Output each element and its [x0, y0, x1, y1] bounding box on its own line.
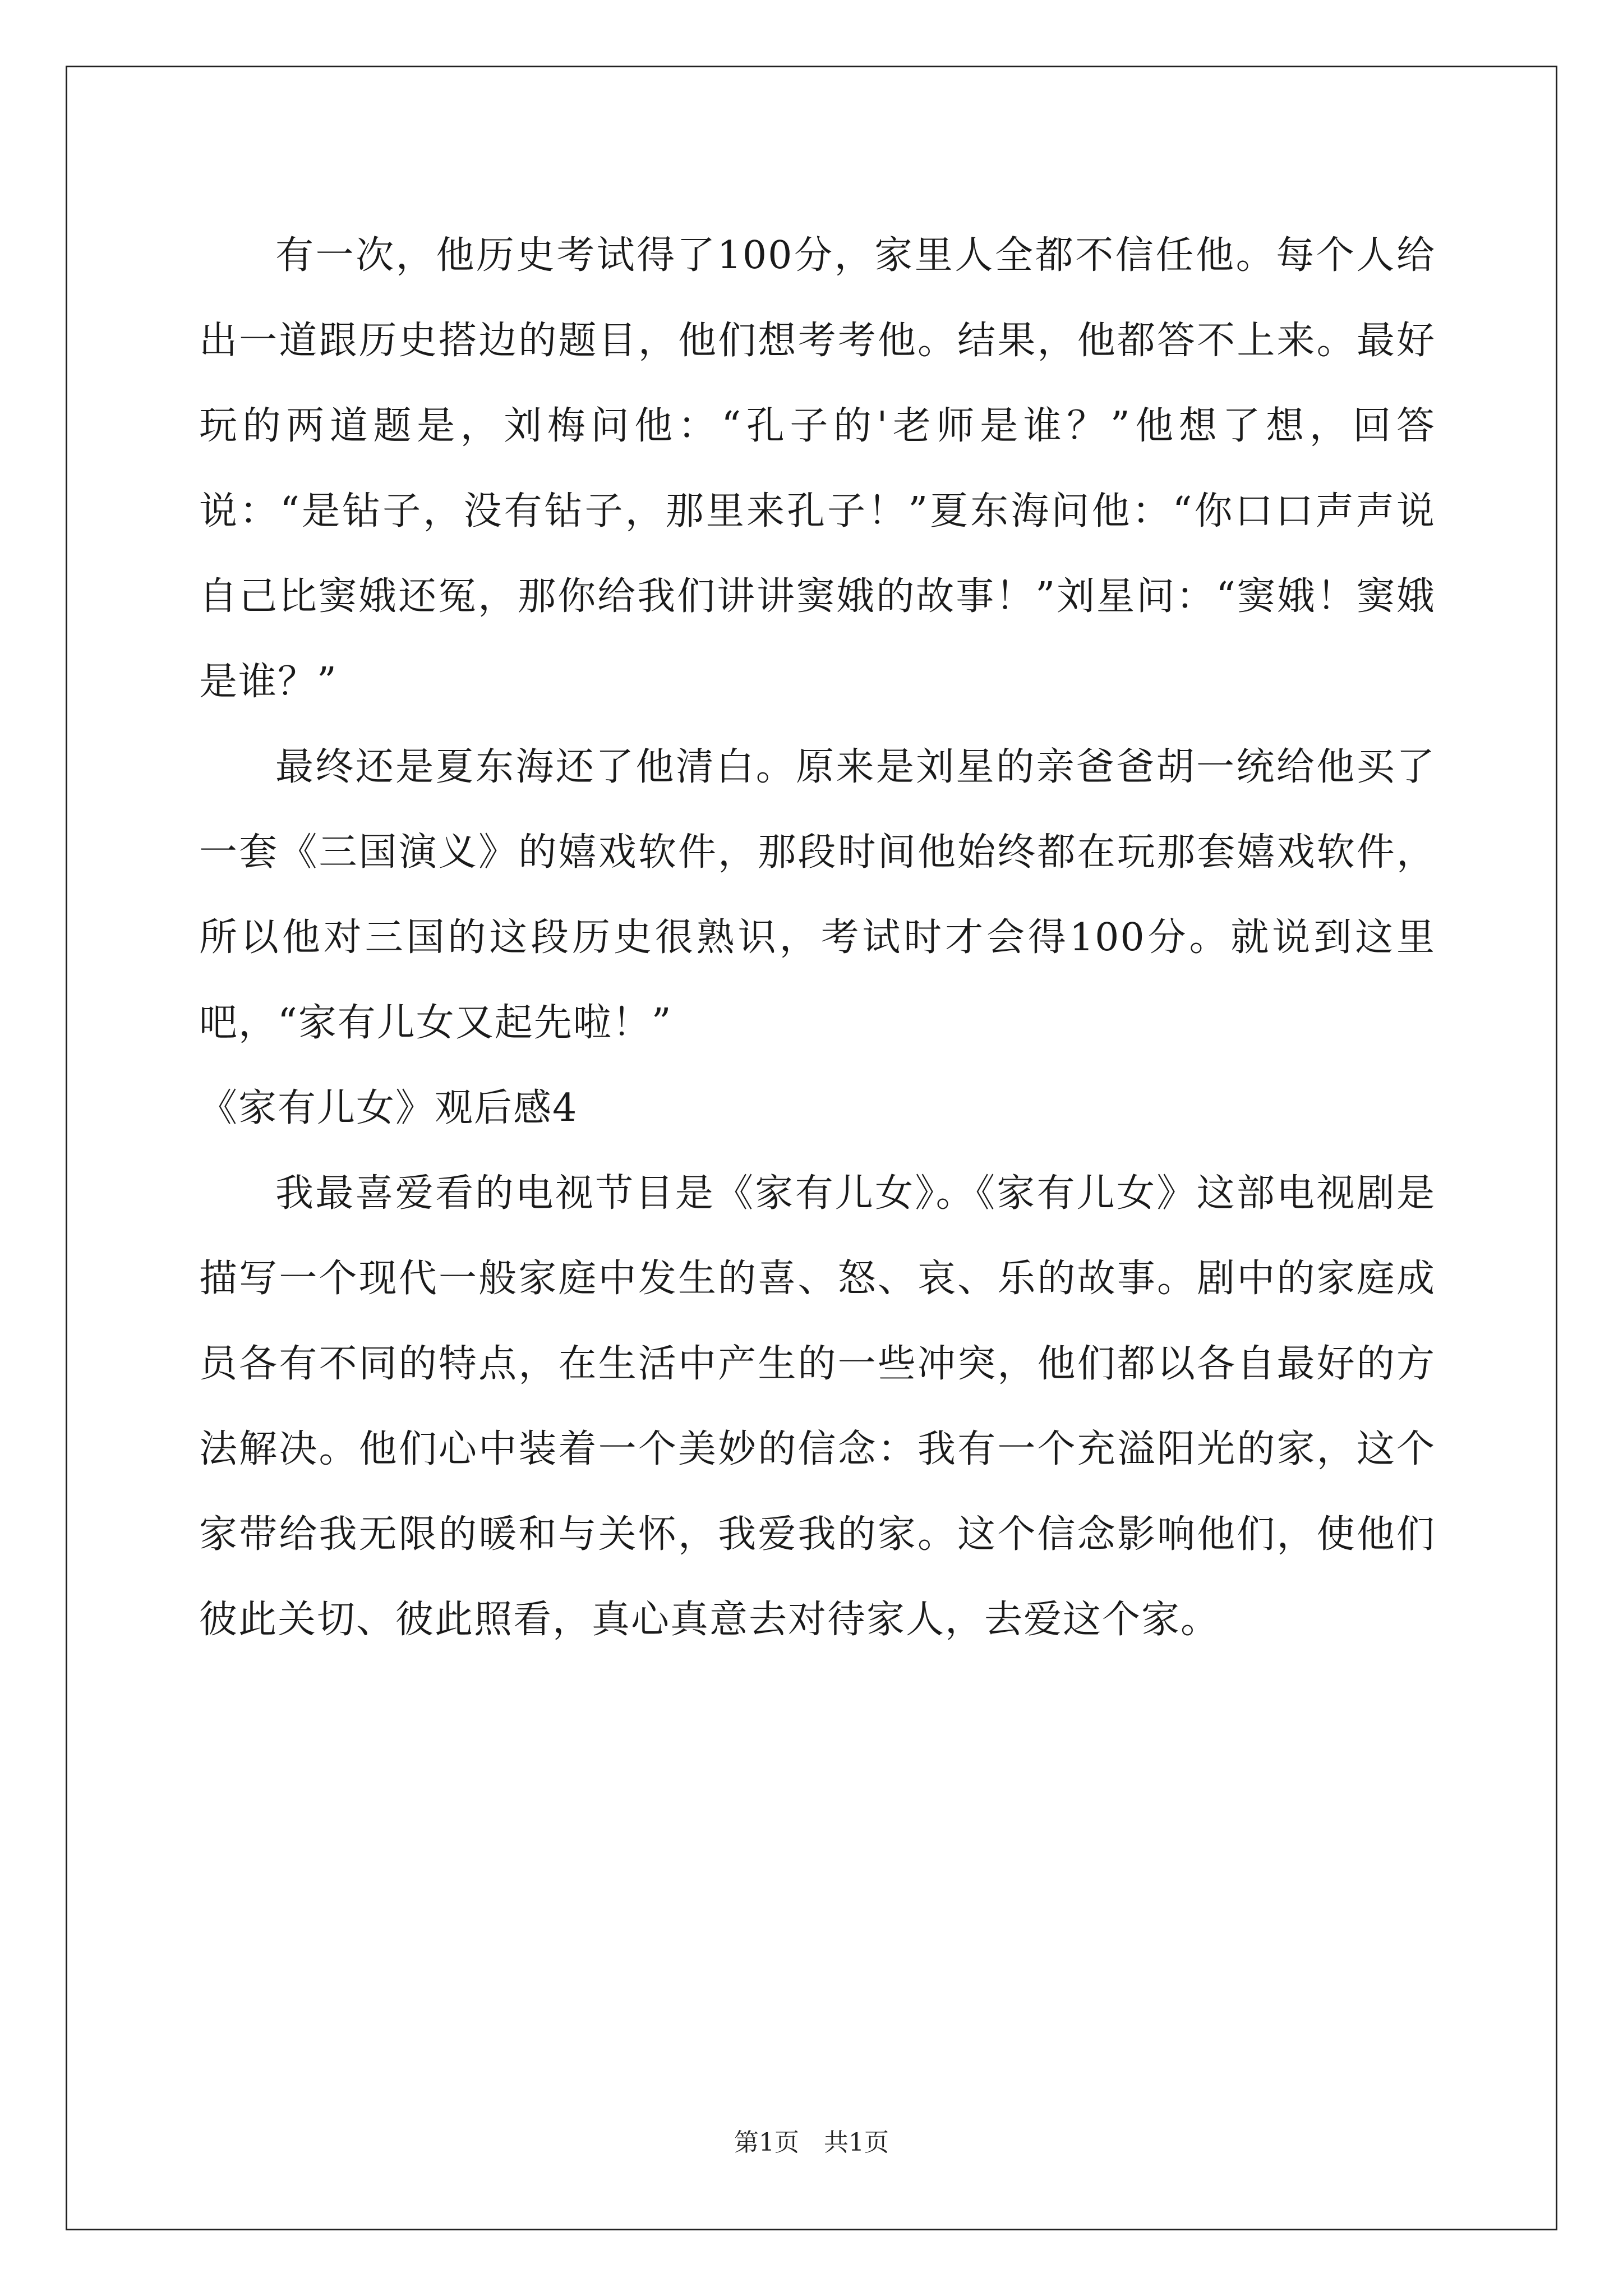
page-total: 共1页: [824, 2128, 889, 2157]
paragraph-1: 有一次，他历史考试得了100分，家里人全都不信任他。每个人给出一道跟历史搭边的题目，他们想考考他。结果，他都答不上来。最好玩的两道题是，刘梅问他：“孔子的'老师是谁？”他想了想，回答说：“是钻子，没有钻子，那里来孔子！”夏东海问他：“你口口声声说自己比窦娥还冤，那你给我们讲讲窦娥的故事！”刘星问：“窦娥！窦娥是谁？”: [199, 233, 1436, 704]
section-heading: 《家有儿女》观后感4: [199, 1086, 578, 1130]
paragraph-2: 最终还是夏东海还了他清白。原来是刘星的亲爸爸胡一统给他买了一套《三国演义》的嬉戏软件，那段时间他始终都在玩那套嬉戏软件，所以他对三国的这段历史很熟识，考试时才会得100分。就说到这里吧，“家有儿女又起先啦！”: [199, 745, 1436, 1045]
document-body: [199, 213, 1436, 1663]
page-footer: [0, 2126, 1623, 2160]
paragraph-3: 我最喜爱看的电视节目是《家有儿女》。《家有儿女》这部电视剧是描写一个现代一般家庭中发生的喜、怒、哀、乐的故事。剧中的家庭成员各有不同的特点，在生活中产生的一些冲突，他们都以各自最好的方法解决。他们心中装着一个美妙的信念：我有一个充溢阳光的家，这个家带给我无限的暖和与关怀，我爱我的家。这个信念影响他们，使他们彼此关切、彼此照看，真心真意去对待家人，去爱这个家。: [199, 1171, 1436, 1642]
page-number: 第1页: [734, 2128, 799, 2157]
